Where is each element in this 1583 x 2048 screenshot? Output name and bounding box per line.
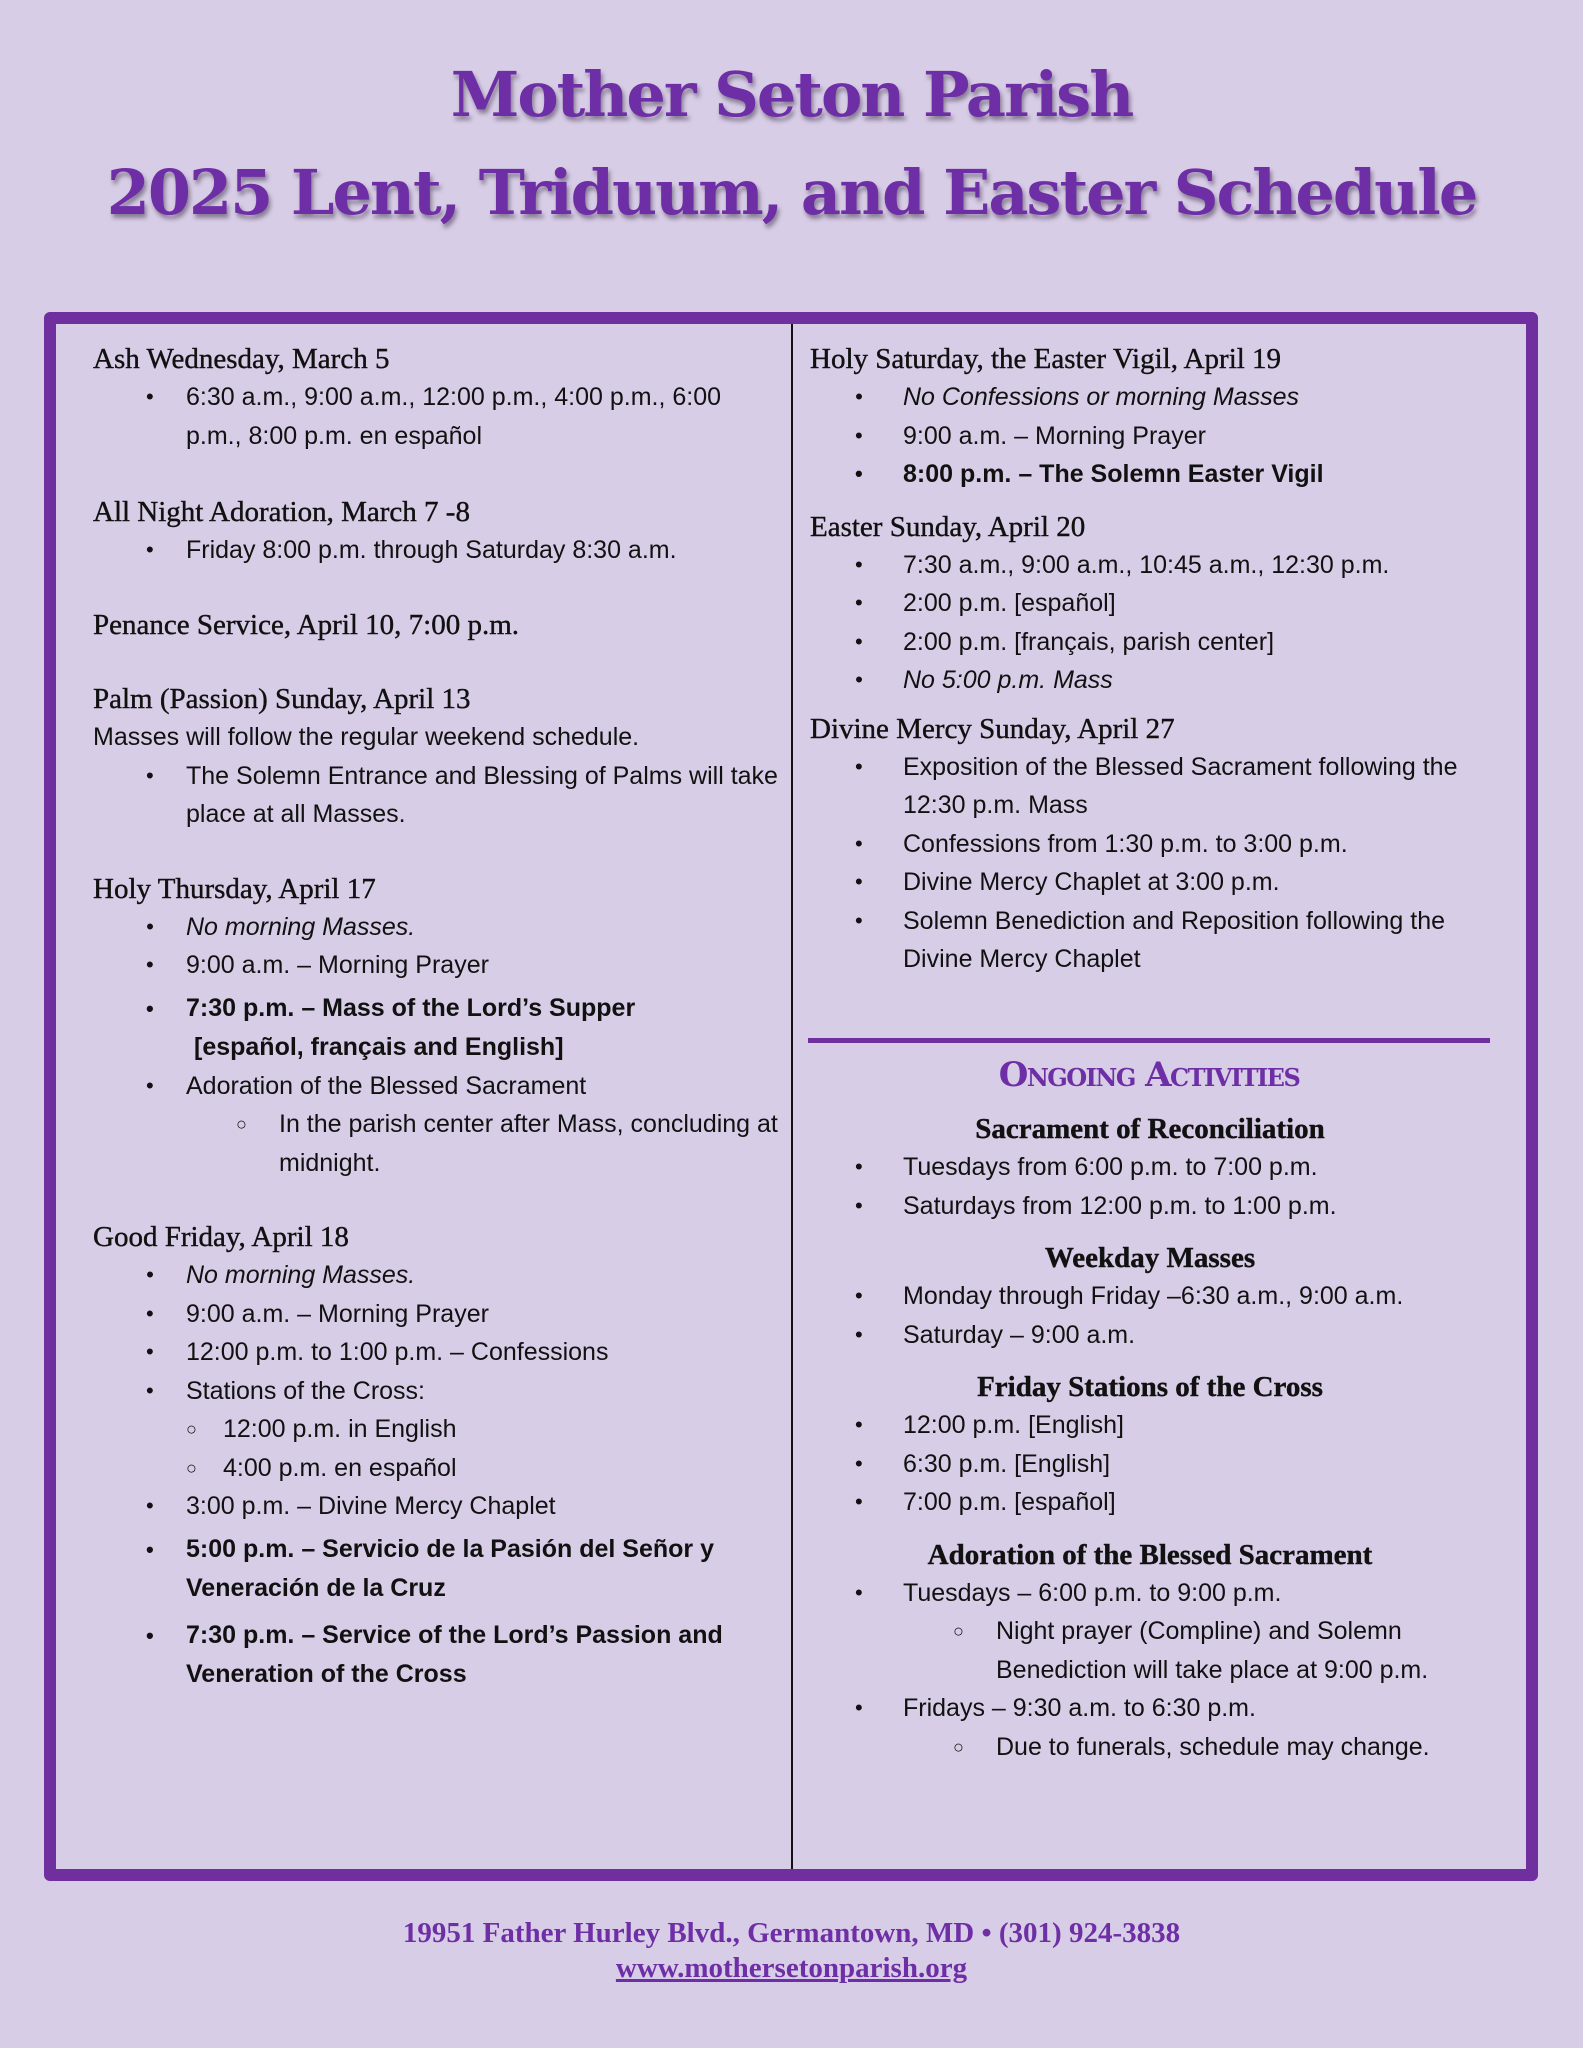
item-text: Fridays – 9:30 a.m. to 6:30 p.m.	[903, 1694, 1256, 1722]
sub-item-text: Night prayer (Compline) and Solemn Benediction will take place at 9:00 p.m.	[996, 1617, 1429, 1684]
section-holy-saturday	[810, 340, 1500, 494]
item-list	[810, 1277, 1490, 1354]
sub-list	[903, 1612, 1490, 1689]
sub-list	[186, 1105, 783, 1182]
block-friday-stations	[810, 1368, 1490, 1522]
bullet-icon: •	[146, 384, 154, 409]
bullet-icon: •	[855, 1579, 863, 1605]
bullet-icon: •	[146, 913, 154, 939]
item-text: No Confessions or morning Masses	[903, 383, 1299, 411]
item-text: Confessions from 1:30 p.m. to 3:00 p.m.	[903, 829, 1348, 858]
list-item	[93, 531, 783, 570]
circle-bullet-icon: ○	[186, 1457, 197, 1478]
item-text: 7:30 a.m., 9:00 a.m., 10:45 a.m., 12:30 p.m.	[903, 550, 1390, 579]
list-item	[93, 946, 783, 985]
bullet-icon: •	[855, 551, 863, 577]
item-text: 12:00 p.m. [English]	[903, 1411, 1124, 1439]
list-item	[810, 1445, 1490, 1484]
section-heading: Divine Mercy Sunday, April 27	[810, 712, 1175, 745]
footer-website	[0, 1950, 1583, 1986]
bullet-icon: •	[146, 1377, 154, 1403]
section-heading: Penance Service, April 10, 7:00 p.m.	[93, 608, 520, 641]
section-heading: Holy Thursday, April 17	[93, 872, 376, 905]
block-adoration	[810, 1536, 1490, 1767]
bullet-icon: •	[855, 1192, 863, 1218]
sub-item-text: 4:00 p.m. en español	[223, 1453, 457, 1482]
list-item	[810, 1316, 1490, 1355]
bullet-icon: •	[855, 1695, 863, 1720]
column-divider	[791, 324, 793, 1869]
list-item	[810, 863, 1500, 902]
section-all-night-adoration	[93, 493, 783, 570]
section-palm-sunday	[93, 680, 783, 834]
item-text: 6:30 a.m., 9:00 a.m., 12:00 p.m., 4:00 p.m., 6:00 p.m., 8:00 p.m. en español	[186, 383, 722, 450]
item-text: 9:00 a.m. – Morning Prayer	[186, 1299, 489, 1328]
section-heading: Holy Saturday, the Easter Vigil, April 19	[810, 343, 1282, 375]
item-text: No morning Masses.	[186, 1261, 416, 1289]
bullet-icon: •	[146, 762, 154, 788]
item-text: 9:00 a.m. – Morning Prayer	[186, 951, 489, 979]
bullet-icon: •	[855, 869, 863, 894]
section-heading: Palm (Passion) Sunday, April 13	[93, 682, 471, 715]
item-text: Stations of the Cross:	[186, 1376, 426, 1405]
bullet-icon: •	[855, 1154, 863, 1179]
bullet-icon: •	[855, 1450, 863, 1476]
page-title-schedule: 2025 Lent, Triduum, and Easter Schedule	[106, 156, 1477, 229]
list-item	[810, 1406, 1490, 1445]
item-text: 12:00 p.m. to 1:00 p.m. – Confessions	[186, 1338, 609, 1366]
section-heading: Good Friday, April 18	[93, 1221, 349, 1253]
list-item	[93, 1372, 783, 1488]
list-item	[93, 1067, 783, 1183]
item-text: No morning Masses.	[186, 912, 416, 941]
list-item	[810, 378, 1500, 417]
bullet-icon: •	[146, 1300, 154, 1326]
list-item	[810, 1277, 1490, 1316]
item-text: Monday through Friday –6:30 a.m., 9:00 a.m.	[903, 1282, 1404, 1310]
item-list	[810, 546, 1500, 700]
list-item	[93, 378, 783, 455]
sub-item-text: Due to funerals, schedule may change.	[996, 1732, 1430, 1761]
list-item	[810, 623, 1500, 662]
item-text: Exposition of the Blessed Sacrament following the 12:30 p.m. Mass	[903, 752, 1458, 819]
bullet-icon: •	[855, 1321, 863, 1347]
bullet-icon: •	[146, 537, 154, 562]
bullet-icon: •	[855, 1412, 863, 1437]
section-heading: Easter Sunday, April 20	[810, 510, 1086, 543]
item-text: Tuesdays – 6:00 p.m. to 9:00 p.m.	[903, 1578, 1282, 1607]
bullet-icon: •	[855, 753, 863, 779]
item-text: 7:30 p.m. – Service of the Lord’s Passion and Veneration of the Cross	[186, 1620, 723, 1688]
item-text: 3:00 p.m. – Divine Mercy Chaplet	[186, 1492, 556, 1520]
list-item	[93, 1487, 783, 1526]
item-text: The Solemn Entrance and Blessing of Palms will take place at all Masses.	[186, 761, 778, 828]
item-list	[810, 748, 1500, 979]
bullet-icon: •	[855, 590, 863, 615]
item-text: 9:00 a.m. – Morning Prayer	[903, 421, 1206, 450]
list-item	[810, 417, 1500, 456]
list-item	[810, 1483, 1490, 1522]
section-good-friday	[93, 1218, 783, 1694]
item-list	[810, 1574, 1490, 1767]
item-list	[93, 757, 783, 834]
item-text-languages: [español, français and English]	[194, 1032, 564, 1061]
item-text: 6:30 p.m. [English]	[903, 1449, 1111, 1478]
bullet-icon: •	[146, 1493, 154, 1518]
left-column	[93, 340, 783, 1694]
block-weekday-masses	[810, 1239, 1490, 1354]
sub-item-text: 12:00 p.m. in English	[223, 1415, 457, 1443]
item-text: Tuesdays from 6:00 p.m. to 7:00 p.m.	[903, 1153, 1318, 1181]
list-item	[93, 1295, 783, 1334]
item-list	[93, 378, 783, 455]
item-text: Saturday – 9:00 a.m.	[903, 1320, 1136, 1349]
list-item	[810, 661, 1500, 700]
list-item	[93, 908, 783, 947]
list-item	[810, 1148, 1490, 1187]
circle-bullet-icon: ○	[186, 1419, 197, 1439]
list-item	[810, 546, 1500, 585]
section-divine-mercy-sunday	[810, 710, 1500, 979]
block-heading: Friday Stations of the Cross	[977, 1371, 1323, 1403]
list-item	[810, 1689, 1490, 1766]
block-reconciliation	[810, 1110, 1490, 1225]
item-text: No 5:00 p.m. Mass	[903, 666, 1113, 694]
list-item	[93, 989, 783, 1067]
item-text: 5:00 p.m. – Servicio de la Pasión del Señor y Veneración de la Cruz	[186, 1534, 714, 1602]
website-link[interactable]: www.mothersetonparish.org	[615, 1952, 968, 1984]
bullet-icon: •	[855, 667, 863, 692]
bullet-icon: •	[855, 461, 863, 486]
sub-list-item	[93, 1449, 783, 1488]
bullet-icon: •	[146, 1622, 154, 1648]
section-ash-wednesday	[93, 340, 783, 455]
section-note: Masses will follow the regular weekend schedule.	[93, 722, 640, 751]
item-list	[93, 1256, 783, 1694]
section-penance-service	[93, 606, 783, 644]
bullet-icon: •	[855, 1489, 863, 1514]
list-item	[93, 757, 783, 834]
list-item	[810, 748, 1500, 825]
item-text: Adoration of the Blessed Sacrament	[186, 1071, 587, 1100]
circle-bullet-icon: ○	[953, 1736, 964, 1757]
footer-address: 19951 Father Hurley Blvd., Germantown, MD • (301) 924-3838	[402, 1917, 1181, 1949]
page-title-parish: Mother Seton Parish	[450, 58, 1133, 131]
item-list	[810, 1406, 1490, 1522]
bullet-icon: •	[855, 628, 863, 654]
item-text: 2:00 p.m. [français, parish center]	[903, 627, 1275, 656]
bullet-icon: •	[855, 1283, 863, 1308]
list-item	[93, 1616, 783, 1694]
list-item	[810, 455, 1500, 494]
list-item	[93, 1333, 783, 1372]
bullet-icon: •	[146, 1339, 154, 1364]
bullet-icon: •	[855, 422, 863, 448]
list-item	[93, 1256, 783, 1295]
item-text: 2:00 p.m. [español]	[903, 589, 1116, 617]
list-item	[810, 584, 1500, 623]
sub-item-text: In the parish center after Mass, concluding at midnight.	[279, 1110, 778, 1177]
item-text: Divine Mercy Chaplet at 3:00 p.m.	[903, 868, 1280, 896]
item-text: Friday 8:00 p.m. through Saturday 8:30 a.m.	[186, 536, 677, 564]
sub-list	[903, 1728, 1490, 1767]
sub-list-item	[93, 1410, 783, 1449]
ongoing-activities	[810, 1110, 1490, 1780]
bullet-icon: •	[146, 995, 154, 1021]
sub-list-item	[186, 1105, 783, 1182]
section-heading: All Night Adoration, March 7 -8	[93, 496, 470, 528]
item-list	[810, 378, 1500, 494]
item-text: Saturdays from 12:00 p.m. to 1:00 p.m.	[903, 1191, 1337, 1220]
section-easter-sunday	[810, 508, 1500, 700]
sub-list	[93, 1410, 783, 1487]
sub-list-item	[903, 1612, 1490, 1689]
ongoing-divider	[808, 1038, 1490, 1043]
sub-list-item	[903, 1728, 1490, 1767]
item-text: 7:30 p.m. – Mass of the Lord’s Supper	[186, 993, 636, 1022]
item-list	[810, 1148, 1490, 1225]
bullet-icon: •	[146, 1262, 154, 1287]
bullet-icon: •	[146, 952, 154, 977]
right-column	[810, 340, 1500, 979]
bullet-icon: •	[855, 907, 863, 933]
item-text: 8:00 p.m. – The Solemn Easter Vigil	[903, 460, 1324, 488]
section-holy-thursday	[93, 870, 783, 1183]
bullet-icon: •	[855, 830, 863, 856]
list-item	[810, 1187, 1490, 1226]
list-item	[810, 825, 1500, 864]
circle-bullet-icon: ○	[236, 1114, 247, 1134]
ongoing-activities-title: Ongoing Activities	[998, 1055, 1300, 1095]
block-heading: Weekday Masses	[1044, 1242, 1256, 1274]
item-list	[93, 908, 783, 1183]
section-heading: Ash Wednesday, March 5	[93, 343, 390, 375]
item-text: 7:00 p.m. [español]	[903, 1488, 1116, 1516]
circle-bullet-icon: ○	[953, 1621, 964, 1641]
list-item	[810, 902, 1500, 979]
block-heading: Sacrament of Reconciliation	[975, 1113, 1325, 1145]
bullet-icon: •	[855, 384, 863, 409]
item-text: Solemn Benediction and Reposition following the Divine Mercy Chaplet	[903, 906, 1446, 973]
bullet-icon: •	[146, 1072, 154, 1098]
block-heading: Adoration of the Blessed Sacrament	[927, 1538, 1373, 1571]
list-item	[810, 1574, 1490, 1690]
bullet-icon: •	[146, 1536, 154, 1562]
item-list	[93, 531, 783, 570]
list-item	[93, 1530, 783, 1608]
